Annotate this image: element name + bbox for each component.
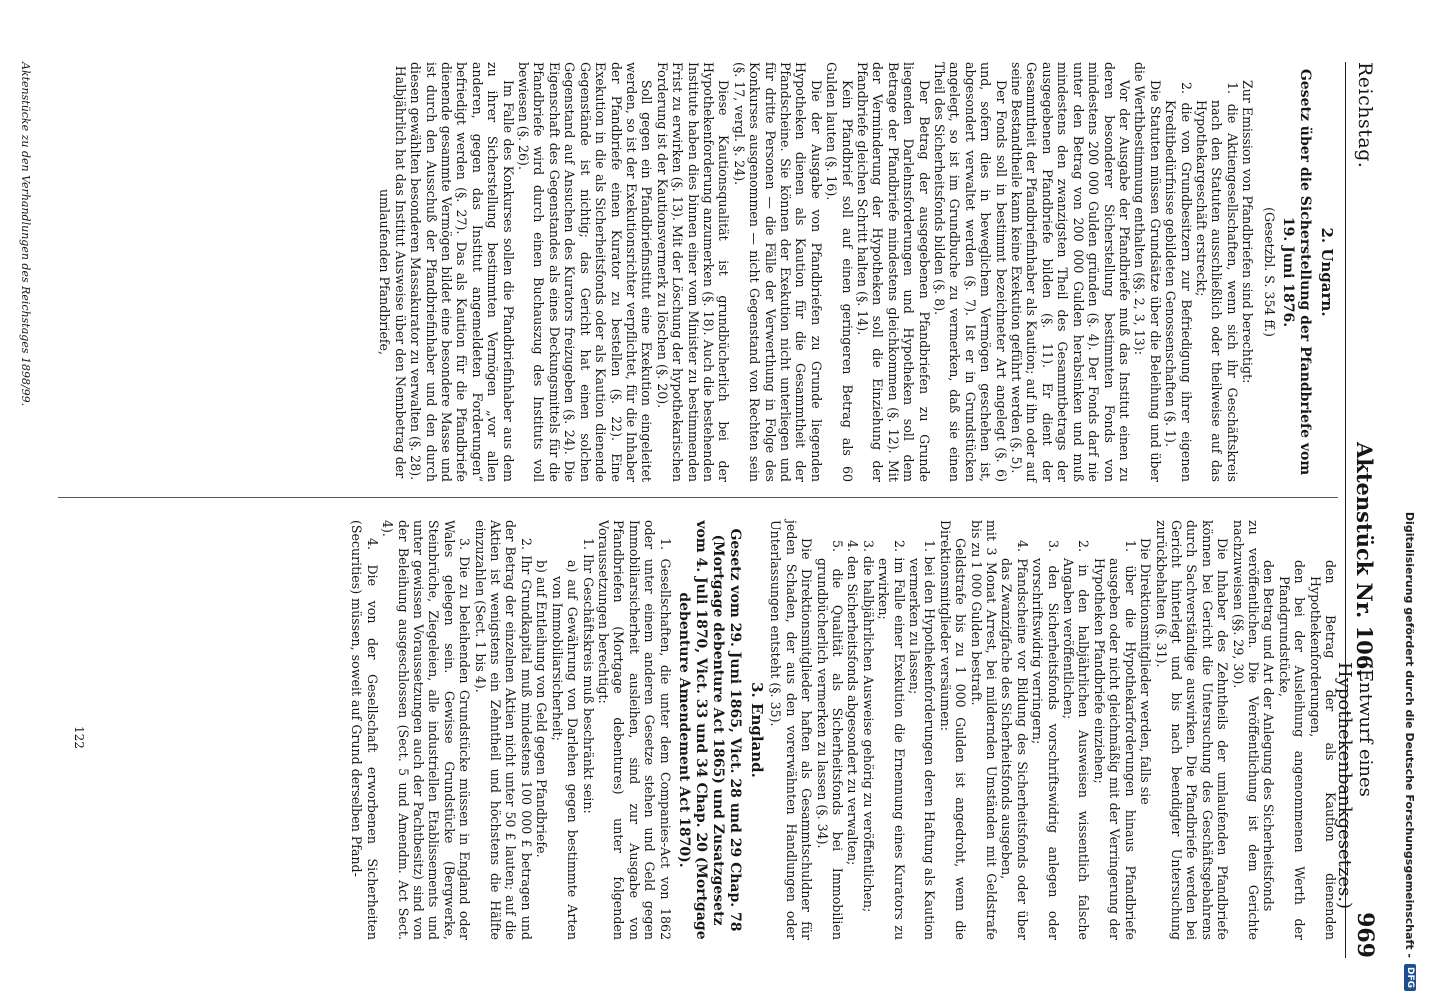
law-title-england: Gesetz vom 29. Juni 1865, Vict. 28 und 29 Chap. 78 (Mortgage debenture Act 1865) und Zusatzgesetz vom 4. Juli 1870, Vict. 33 und 34 Chap. 20 (Mortgage debenture Amendement Act 1870). <box>675 520 743 940</box>
left-column <box>377 62 1338 482</box>
list-item: 4. Pfandscheine vor Bildung des Sicherheitsfonds oder über das Zwanzigfache des Sicherheitsfonds ausgeben, <box>999 540 1030 940</box>
paragraph: Soll gegen ein Pfandbriefinstitut eine Exekution eingeleitet werden, so ist der Exekutionsrichter verpflichtet, für die Inhaber der Pfandbriefe einen Kurator zu bestellen (§. 22). Eine Exekution in die als Sicherheitsfonds oder als Kaution dienende Gegenstände ist nichtig; das Gericht hat einen solchen Gegenstand auf Ansuchen des Kurators freizugeben (§. 24). Die Eigenschaft des Gegenstandes als eines Deckungsmittels für die Pfandbriefe wird durch einen Buchauszug des Instituts voll bewiesen (§. 26). <box>516 62 655 482</box>
paragraph: 3. Die zu beleihenden Grundstücke müssen in England oder Wales gelegen sein. Gewisse Grundstücke (Bergwerke, Steinbrüche, Ziegeleien, alle industriellen Etablissements und unter gewissen Voraussetzungen auch der Pachtbesitz) sind von der Beleihung ausgeschlossen (Sect. 5 und Amendm. Act Sect. 4). <box>380 520 473 940</box>
sheet-number: 122 <box>72 726 86 749</box>
list-item: 3. die halbjährlichen Ausweise gehörig zu veröffentlichen; <box>860 540 876 913</box>
header-title: (Entwurf eines Hypothekenbankgesetzes.) <box>1334 662 1376 910</box>
running-head <box>1334 62 1380 958</box>
list-item: den Betrag der als Kaution dienenden Hypothekenforderungen, <box>1307 560 1338 940</box>
right-column <box>349 520 1338 940</box>
header-label: Aktenstück Nr. 106. <box>1352 442 1377 677</box>
dfg-logo: DFG <box>1404 964 1416 991</box>
law-reference: (Gesetzbl. S. 354 ff.) <box>1261 207 1277 337</box>
paragraph: Im Falle des Konkurses sollen die Pfandbriefinhaber aus dem zu ihrer Sicherstellung bestimmten Vermögen „vor allen anderen, gegen das Institut angemeldeten Forderungen“ befriedigt werden (§. 27). Das als Kaution für die Pfandbriefe dienende gesammte Vermögen bildet eine besondere Masse und ist durch den Ausschuß der Pfandbriefinhaber und den durch diesen gewählten besonderen Massakurator zu verwalten (§. 28). <box>408 62 516 482</box>
section-title-hungary: 2. Ungarn. <box>1318 227 1336 317</box>
law-title-hungary: Gesetz über die Sicherstellung der Pfandbriefe vom 19. Juni 1876. <box>1279 68 1313 476</box>
paragraph: Der Fonds soll in bestimmt bezeichneter Art angelegt (§. 6) und, sofern dies in beweglichem Vermögen geschehen ist, abgesondert verwaltet werden (§. 7). Ist er in Grundstücken angelegt, so ist im Grundbuche zu vermerken, daß sie einen Theil des Sicherheitsfonds bilden (§. 8). <box>932 62 1009 482</box>
list-item: 3. den Sicherheitsfonds vorschriftswidrig anlegen oder vorschriftswidrig verringern; <box>1030 540 1061 940</box>
header-document-number <box>1352 442 1377 677</box>
paragraph: Vor der Ausgabe der Pfandbriefe muß das Institut einen zu deren besonderer Sicherstellung bestimmten Fonds von mindestens 200 000 Gulden gründen (§. 4). Der Fonds darf nie unter den Betrag von 200 000 Gulden herabsinken und muß mindestens den zwanzigsten Theil des Gesammtbetrags der ausgegebenen Pfandbriefe bilden (§. 11). Er dient der Gesammtheit der Pfandbriefinhaber als Kaution; auf ihn oder auf seine Bestandtheile kann keine Exekution geführt werden (§. 5). <box>1009 62 1132 482</box>
digitization-text: Digitalisierung gefördert durch die Deutsche Forschungsgemeinschaft - <box>1403 511 1417 958</box>
paragraph: 1. Ihr Geschäftskreis muß beschränkt sein: <box>580 538 596 814</box>
paragraph: Zur Emission von Pfandbriefen sind berechtigt: <box>1240 80 1256 384</box>
list-item: 2. im Falle einer Exekution die Ernennung eines Kurators zu erwirken; <box>876 540 907 940</box>
paragraph: 2. Ihr Grundkapital muß mindestens 100 000 £ betragen und der Betrag der einzelnen Aktien nicht unter 50 £ lauten; auf die Aktien ist wenigstens ein Zehntheil und höchstens die Hälfte einzuzahlen (Sect. 1 bis 4). <box>472 520 534 940</box>
paragraph: Der Betrag der ausgegebenen Pfandbriefen zu Grunde liegenden Darlehnsforderungen und Hypotheken soll dem Betrage der Pfandbriefe mindestens gleichkommen (§. 12). Mit der Verminderung der Hypotheken soll die Einziehung der Pfandbriefe gleichen Schritt halten (§. 14). <box>855 62 932 482</box>
list-item: 2. in den halbjährlichen Ausweisen wissentlich falsche Angaben veröffentlichen; <box>1061 540 1092 940</box>
digitization-notice <box>1402 6 1418 991</box>
list-item: 2. die von Grundbesitzern zur Befriedigung ihrer eigenen Kreditbedürfnisse gebildeten Genossenschaften (§. 1). <box>1163 82 1194 482</box>
list-item: a) auf Gewährung von Darlehen gegen bestimmte Arten von Immobiliarsicherheit; <box>549 560 581 940</box>
list-item: 1. bei den Hypothekenforderungen deren Haftung als Kaution vermerken zu lassen; <box>907 540 938 940</box>
list-item: den Betrag und Art der Anlegung des Sicherheitsfonds <box>1261 560 1277 912</box>
paragraph: 4. Die von der Gesellschaft erworbenen Sicherheiten (Securities) müssen, soweit auf Grund derselben Pfand- <box>349 520 380 940</box>
footer-note: Aktenstücke zu den Verhandlungen des Reichstages 1898/99. <box>19 62 32 407</box>
list-item: 1. die Aktiengesellschaften, wenn sich ihr Geschäftskreis nach den Statuten ausschließlich oder theilweise auf das Hypothekargeschäft erstreckt; <box>1193 82 1240 482</box>
page-number: 969 <box>1352 912 1378 958</box>
paragraph: Die Direktionsmitglieder haften als Gesammtschuldner für jeden Schaden, der aus den vorerwähnten Handlungen oder Unterlassungen entsteht (§. 35). <box>768 520 815 940</box>
paragraph: zu veröffentlichen. Die Veröffentlichung ist dem Gerichte nachzuweisen (§§. 29, 30). <box>1230 520 1261 940</box>
paragraph: Die Direktionsmitglieder werden, falls sie <box>1138 538 1154 805</box>
list-item: 5. die Qualität als Sicherheitsfonds bei Immobilien grundbücherlich vermerken zu lassen (§. 34). <box>814 540 845 940</box>
paragraph: Die der Ausgabe von Pfandbriefen zu Grunde liegenden Hypotheken dienen als Kaution für die Gesammtheit der Pfandscheine. Sie können der Exekution nicht unterliegen und für dritte Personen — die Fälle der Verwerthung in Folge des Konkurses ausgenommen — nicht Gegenstand von Rechten sein (§. 17, vergl. §. 24). <box>731 62 824 482</box>
list-item: 1. über die Hypothekarforderungen hinaus Pfandbriefe ausgeben oder nicht gleichmäßig mit der Verringerung der Hypotheken Pfandbriefe einziehen; <box>1091 540 1138 940</box>
header-left: Reichstag. <box>1354 62 1376 169</box>
paragraph: 1. Gesellschaften, die unter dem Companies-Act von 1862 oder unter einem anderen Gesetze stehen und Geld gegen Immobiliarsicherheit ausleihen, sind zur Ausgabe von Pfandbriefen (Mortgage debentures) unter folgenden Voraussetzungen berechtigt: <box>595 520 673 940</box>
paragraph: mit 3 Monat Arrest, bei mildernden Umständen mit Geldstrafe bis zu 1 000 Gulden bestraft. <box>968 520 1000 940</box>
paragraph: Geldstrafe bis zu 1 000 Gulden ist angedroht, wenn die Direktionsmitglieder versäumen: <box>937 520 969 940</box>
section-title-england: 3. England. <box>747 682 766 778</box>
list-item: 4. den Sicherheitsfonds abgesondert zu verwalten; <box>845 540 861 866</box>
list-item: den bei der Ausleihung angenommenen Werth der Pfandgrundstücke, <box>1276 560 1308 940</box>
paragraph: Halbjährlich hat das Institut Ausweise über den Nennbetrag der umlaufenden Pfandbriefe, <box>377 65 408 479</box>
paragraph: Die Inhaber des Zehntheils der umlaufenden Pfandbriefe können bei Gericht die Untersuchung des Geschäftsgebahrens durch Sachverständige auswirken. Die Pfandbriefe werden bei Gericht hinterlegt und bis nach beendigter Untersuchung zurückbehalten (§. 31). <box>1153 520 1231 940</box>
paragraph: Diese Kautionsqualität ist grundbücherlich bei der Hypothekenforderung anzumerken (§. 18). Auch die bestehenden Institute haben dies binnen einer vom Minister zu bestimmenden Frist zu erwirken (§. 13). Mit der Löschung der hypothekarischen Forderung ist der Kautionsvermerk zu löschen (§. 20). <box>654 62 732 482</box>
list-item: b) auf Entleihung von Geld gegen Pfandbriefe. <box>534 560 550 858</box>
paragraph: Kein Pfandbrief soll auf einen geringeren Betrag als 60 Gulden lauten (§. 16). <box>824 62 855 482</box>
paragraph: Die Statuten müssen Grundsätze über die Beleihung und über die Werthbestimmung enthalten (§§. 2, 3, 13): <box>1132 62 1163 482</box>
column-divider <box>58 497 1338 498</box>
